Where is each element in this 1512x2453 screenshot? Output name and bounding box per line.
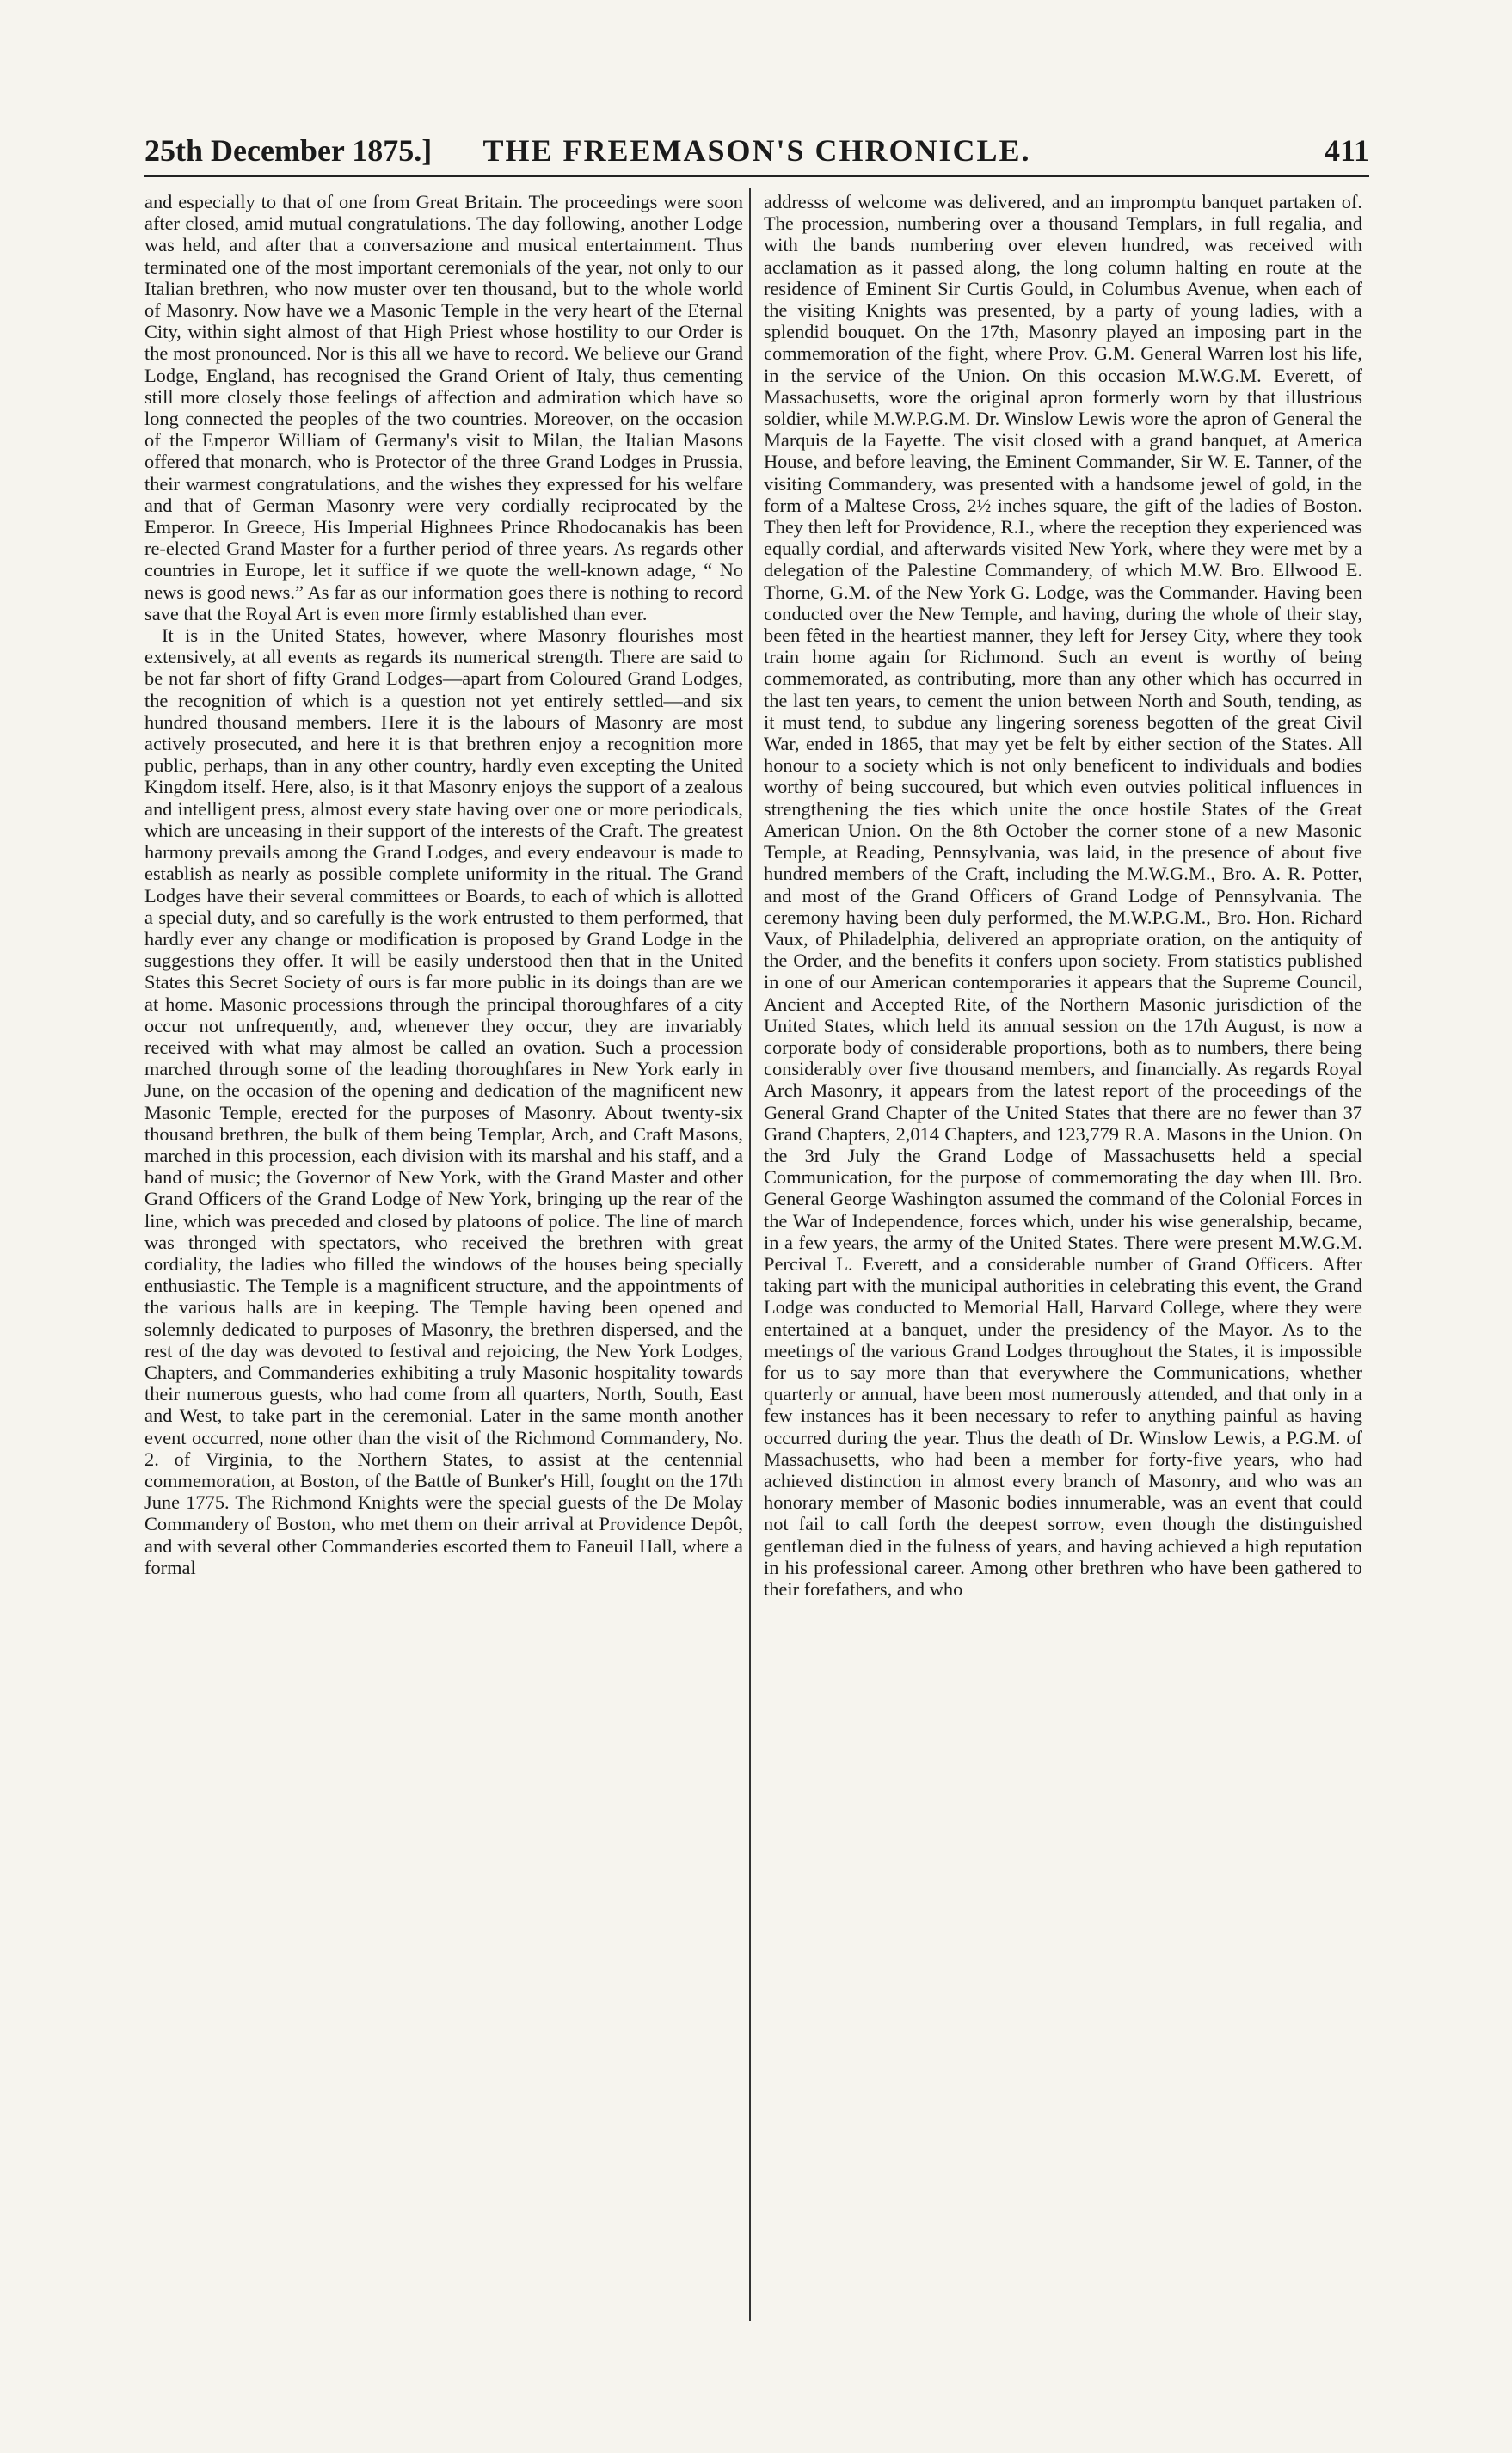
left-column [144, 191, 743, 2324]
header-rule [144, 175, 1369, 177]
publication-title: THE FREEMASON'S CHRONICLE. [482, 133, 1031, 168]
right-column [764, 191, 1362, 2324]
masthead [144, 129, 1369, 172]
page-number: 411 [1324, 133, 1369, 168]
paragraph: and especially to that of one from Great Britain. The proceedings were soon after closed, amid mutual congratulations. The day following, another Lodge was held, and after that a conversazione and musical entertainment. Thus terminated one of the most important ceremonials of the year, not only to our Italian brethren, who now muster over ten thousand, but to the whole world of Masonry. Now have we a Masonic Temple in the very heart of the Eternal City, within sight almost of that High Priest whose hostility to our Order is the most pronounced. Nor is this all we have to record. We believe our Grand Lodge, England, has recognised the Grand Orient of Italy, thus cementing still more closely those feelings of affection and admiration which have so long connected the peoples of the two countries. Moreover, on the occasion of the Emperor William of Germany's visit to Milan, the Italian Masons offered that monarch, who is Protector of the three Grand Lodges in Prussia, their warmest congratulations, and the wishes they expressed for his welfare and that of German Masonry were very cordially reciprocated by the Emperor. In Greece, His Imperial Highnees Prince Rhodocanakis has been re-elected Grand Master for a further period of three years. As regards other countries in Europe, let it suffice if we quote the well-known adage, “ No news is good news.” As far as our information goes there is nothing to record save that the Royal Art is even more firmly established than ever. [144, 191, 743, 624]
paragraph: It is in the United States, however, where Masonry flourishes most extensively, at all events as regards its numerical strength. There are said to be not far short of fifty Grand Lodges—apart from Coloured Grand Lodges, the recognition of which is a question not yet entirely settled—and six hundred thousand members. Here it is the labours of Masonry are most actively prosecuted, and here it is that brethren enjoy a recognition more public, perhaps, than in any other country, hardly even excepting the United Kingdom itself. Here, also, is it that Masonry enjoys the support of a zealous and intelligent press, almost every state having over one or more periodicals, which are unceasing in their support of the interests of the Craft. The greatest harmony prevails among the Grand Lodges, and every endeavour is made to establish as nearly as possible complete uniformity in the ritual. The Grand Lodges have their several committees or Boards, to each of which is allotted a special duty, and so carefully is the work entrusted to them performed, that hardly ever any change or modification is proposed by Grand Lodge in the suggestions they offer. It will be easily understood then that in the United States this Secret Society of ours is far more public in its doings than are we at home. Masonic processions through the principal thoroughfares of a city occur not unfrequently, and, whenever they occur, they are invariably received with what may almost be called an ovation. Such a procession marched through some of the leading thoroughfares in New York early in June, on the occasion of the opening and dedication of the magnificent new Masonic Temple, erected for the purposes of Masonry. About twenty-six thousand brethren, the bulk of them being Templar, Arch, and Craft Masons, marched in this procession, each division with its marshal and his staff, and a band of music; the Governor of New York, with the Grand Master and other Grand Officers of the Grand Lodge of New York, bringing up the rear of the line, which was preceded and closed by platoons of police. The line of march was thronged with spectators, who received the brethren with great cordiality, the ladies who filled the windows of the houses being specially enthusiastic. The Temple is a magnificent structure, and the appointments of the various halls are in keeping. The Temple having been opened and solemnly dedicated to purposes of Masonry, the brethren dispersed, and the rest of the day was devoted to festival and rejoicing, the New York Lodges, Chapters, and Commanderies exhibiting a truly Masonic hospitality towards their numerous guests, who had come from all quarters, North, South, East and West, to take part in the ceremonial. Later in the same month another event occurred, none other than the visit of the Richmond Commandery, No. 2. of Virginia, to the Northern States, to assist at the centennial commemoration, at Boston, of the Battle of Bunker's Hill, fought on the 17th June 1775. The Richmond Knights were the special guests of the De Molay Commandery of Boston, who met them on their arrival at Providence Depôt, and with several other Commanderies escorted them to Faneuil Hall, where a formal [144, 624, 743, 1578]
column-divider [749, 188, 751, 2321]
issue-date: 25th December 1875.] [144, 133, 433, 168]
paragraph: addresss of welcome was delivered, and an impromptu banquet partaken of. The procession, numbering over a thousand Templars, in full regalia, and with the bands numbering over eleven hundred, was received with acclamation as it passed along, the long column halting en route at the residence of Eminent Sir Curtis Gould, in Columbus Avenue, when each of the visiting Knights was presented, by a party of young ladies, with a splendid bouquet. On the 17th, Masonry played an imposing part in the commemoration of the fight, where Prov. G.M. General Warren lost his life, in the service of the Union. On this occasion M.W.G.M. Everett, of Massachusetts, wore the original apron formerly worn by that illustrious soldier, while M.W.P.G.M. Dr. Winslow Lewis wore the apron of General the Marquis de la Fayette. The visit closed with a grand banquet, at America House, and before leaving, the Eminent Commander, Sir W. E. Tanner, of the visiting Commandery, was presented with a handsome jewel of gold, in the form of a Maltese Cross, 2½ inches square, the gift of the ladies of Boston. They then left for Providence, R.I., where the reception they experienced was equally cordial, and afterwards visited New York, where they were met by a delegation of the Palestine Commandery, of which M.W. Bro. Ellwood E. Thorne, G.M. of the New York G. Lodge, was the Commander. Having been conducted over the New Temple, and having, during the whole of their stay, been fêted in the heartiest manner, they left for Jersey City, where they took train home again for Richmond. Such an event is worthy of being commemorated, as contributing, more than any other which has occurred in the last ten years, to cement the union between North and South, tending, as it must tend, to subdue any lingering soreness begotten of the great Civil War, ended in 1865, that may yet be felt by either section of the States. All honour to a society which is not only beneficent to individuals and bodies worthy of being succoured, but which even outvies political influences in strengthening the ties which unite the once hostile States of the Great American Union. On the 8th October the corner stone of a new Masonic Temple, at Reading, Pennsylvania, was laid, in the presence of about five hundred members of the Craft, including the M.W.G.M., Bro. A. R. Potter, and most of the Grand Officers of Grand Lodge of Pennsylvania. The ceremony having been duly performed, the M.W.P.G.M., Bro. Hon. Richard Vaux, of Philadelphia, delivered an appropriate oration, on the antiquity of the Order, and the benefits it confers upon society. From statistics published in one of our American contemporaries it appears that the Supreme Council, Ancient and Accepted Rite, of the Northern Masonic jurisdiction of the United States, which held its annual session on the 17th August, is now a corporate body of considerable proportions, both as to numbers, there being considerably over five thousand members, and financially. As regards Royal Arch Masonry, it appears from the latest report of the proceedings of the General Grand Chapter of the United States that there are no fewer than 37 Grand Chapters, 2,014 Chapters, and 123,779 R.A. Masons in the Union. On the 3rd July the Grand Lodge of Massachusetts held a special Communication, for the purpose of commemorating the day when Ill. Bro. General George Washington assumed the command of the Colonial Forces in the War of Independence, forces which, under his wise generalship, became, in a few years, the army of the United States. There were present M.W.G.M. Percival L. Everett, and a considerable number of Grand Officers. After taking part with the municipal authorities in celebrating this event, the Grand Lodge was conducted to Memorial Hall, Harvard College, where they were entertained at a banquet, under the presidency of the Mayor. As to the meetings of the various Grand Lodges throughout the States, it is impossible for us to say more than that everywhere the Communications, whether quarterly or annual, have been most numerously attended, and that only in a few instances has it been necessary to refer to anything painful as having occurred during the year. Thus the death of Dr. Winslow Lewis, a P.G.M. of Massachusetts, who had been a member for forty-five years, who had achieved distinction in almost every branch of Masonry, and who was an honorary member of Masonic bodies innumerable, was an event that could not fail to call forth the deepest sorrow, even though the distinguished gentleman died in the fulness of years, and having achieved a high reputation in his professional career. Among other brethren who have been gathered to their forefathers, and who [764, 191, 1362, 1600]
